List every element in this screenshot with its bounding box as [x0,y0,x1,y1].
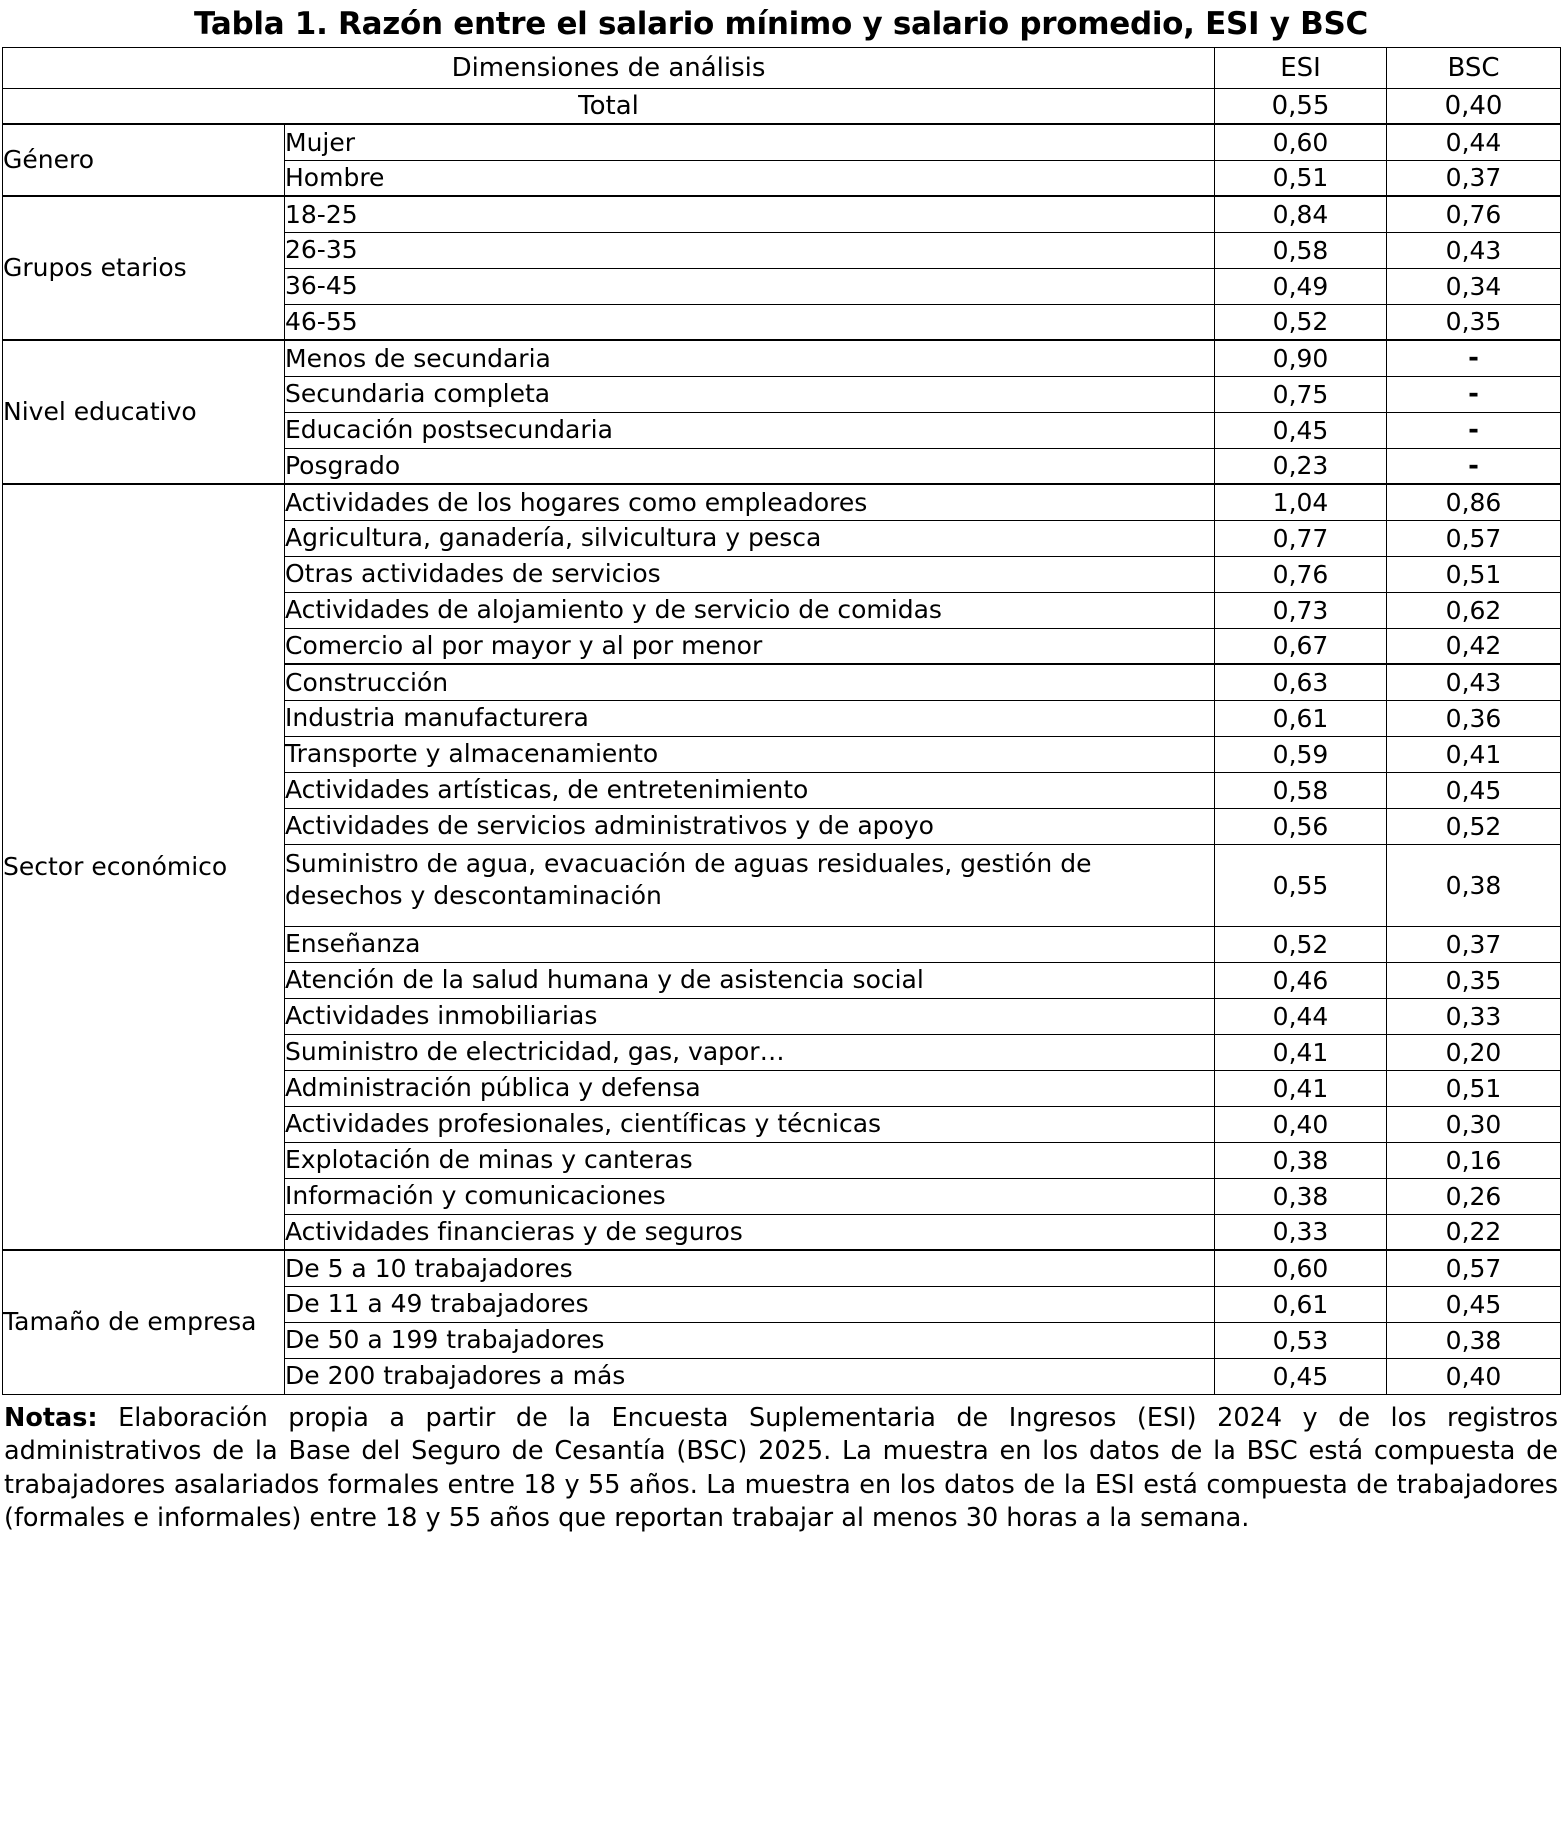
cell-bsc: 0,33 [1387,998,1561,1034]
row-label: Actividades financieras y de seguros [285,1214,1215,1250]
row-label: De 50 a 199 trabajadores [285,1322,1215,1358]
cell-esi: 0,41 [1215,1034,1387,1070]
table-head [3,48,1561,125]
notes-text: Elaboración propia a partir de la Encuesta Suplementaria de Ingresos (ESI) 2024 y de los registros administrativos de la Base del Seguro de Cesantía (BSC) 2025. La muestra en los datos de la BSC está compuesta de trabajadores asalariados formales entre 18 y 55 años. La muestra en los datos de la ESI está compuesta de trabajadores (formales e informales) entre 18 y 55 años que reportan trabajar al menos 30 horas a la semana. [4,1402,1558,1534]
page-title: Tabla 1. Razón entre el salario mínimo y salario promedio, ESI y BSC [194,6,1368,42]
cell-esi: 0,40 [1215,1106,1387,1142]
cell-bsc: 0,34 [1387,268,1561,304]
row-label: Menos de secundaria [285,340,1215,376]
cell-esi: 0,59 [1215,736,1387,772]
row-label: Construcción [285,664,1215,700]
total-bsc: 0,40 [1387,89,1561,125]
cell-esi: 0,45 [1215,412,1387,448]
row-label: Hombre [285,160,1215,196]
row-label: 36-45 [285,268,1215,304]
cell-bsc: 0,42 [1387,628,1561,664]
cell-esi: 0,60 [1215,124,1387,160]
cell-bsc: 0,52 [1387,808,1561,844]
cell-bsc: 0,41 [1387,736,1561,772]
group-label-3: Nivel educativo [3,340,285,484]
row-label: Posgrado [285,448,1215,484]
cell-esi: 0,76 [1215,556,1387,592]
cell-bsc: 0,22 [1387,1214,1561,1250]
table-header-row [3,48,1561,89]
row-label: Agricultura, ganadería, silvicultura y pesca [285,520,1215,556]
cell-esi: 1,04 [1215,484,1387,520]
cell-esi: 0,52 [1215,926,1387,962]
cell-esi: 0,61 [1215,1286,1387,1322]
cell-bsc: 0,38 [1387,1322,1561,1358]
cell-bsc: 0,57 [1387,1250,1561,1286]
cell-esi: 0,41 [1215,1070,1387,1106]
row-label: Suministro de electricidad, gas, vapor… [285,1034,1215,1070]
cell-bsc: 0,30 [1387,1106,1561,1142]
cell-bsc: - [1387,340,1561,376]
column-header-dimensions: Dimensiones de análisis [3,48,1215,89]
cell-esi: 0,51 [1215,160,1387,196]
cell-bsc: 0,43 [1387,664,1561,700]
cell-bsc: - [1387,412,1561,448]
group-label-2: Grupos etarios [3,196,285,340]
cell-bsc: 0,57 [1387,520,1561,556]
table-row [3,340,1561,376]
cell-esi: 0,58 [1215,772,1387,808]
cell-esi: 0,46 [1215,962,1387,998]
group-label-4: Sector económico [3,484,285,1250]
cell-bsc: 0,36 [1387,700,1561,736]
cell-esi: 0,23 [1215,448,1387,484]
cell-esi: 0,63 [1215,664,1387,700]
table-body [3,124,1561,1394]
row-label: Actividades artísticas, de entretenimiento [285,772,1215,808]
row-label: Industria manufacturera [285,700,1215,736]
cell-bsc: 0,45 [1387,1286,1561,1322]
cell-esi: 0,38 [1215,1142,1387,1178]
row-label: Otras actividades de servicios [285,556,1215,592]
cell-bsc: - [1387,448,1561,484]
cell-bsc: 0,51 [1387,1070,1561,1106]
row-label: Actividades profesionales, científicas y técnicas [285,1106,1215,1142]
row-label: Actividades de alojamiento y de servicio de comidas [285,592,1215,628]
total-label: Total [3,89,1215,125]
row-label: Transporte y almacenamiento [285,736,1215,772]
cell-bsc: 0,35 [1387,962,1561,998]
row-label: Actividades de servicios administrativos y de apoyo [285,808,1215,844]
column-header-bsc: BSC [1387,48,1561,89]
cell-esi: 0,75 [1215,376,1387,412]
table-row [3,1250,1561,1286]
group-label-5: Tamaño de empresa [3,1250,285,1394]
cell-esi: 0,38 [1215,1178,1387,1214]
row-label: Actividades de los hogares como empleadores [285,484,1215,520]
cell-bsc: 0,76 [1387,196,1561,232]
cell-esi: 0,77 [1215,520,1387,556]
cell-esi: 0,53 [1215,1322,1387,1358]
row-label: Administración pública y defensa [285,1070,1215,1106]
row-label: Información y comunicaciones [285,1178,1215,1214]
cell-bsc: 0,37 [1387,926,1561,962]
cell-bsc: 0,35 [1387,304,1561,340]
column-header-esi: ESI [1215,48,1387,89]
cell-esi: 0,33 [1215,1214,1387,1250]
row-label: Explotación de minas y canteras [285,1142,1215,1178]
cell-bsc: 0,43 [1387,232,1561,268]
ratio-table [2,47,1561,1395]
cell-esi: 0,73 [1215,592,1387,628]
cell-esi: 0,60 [1215,1250,1387,1286]
cell-esi: 0,90 [1215,340,1387,376]
cell-bsc: 0,40 [1387,1358,1561,1394]
cell-bsc: 0,37 [1387,160,1561,196]
row-label: 26-35 [285,232,1215,268]
row-label: Mujer [285,124,1215,160]
row-label: De 200 trabajadores a más [285,1358,1215,1394]
cell-esi: 0,67 [1215,628,1387,664]
row-label: Secundaria completa [285,376,1215,412]
cell-esi: 0,61 [1215,700,1387,736]
total-esi: 0,55 [1215,89,1387,125]
cell-esi: 0,44 [1215,998,1387,1034]
cell-esi: 0,55 [1215,844,1387,926]
table-notes [0,1395,1562,1536]
cell-bsc: 0,45 [1387,772,1561,808]
cell-bsc: 0,16 [1387,1142,1561,1178]
cell-esi: 0,45 [1215,1358,1387,1394]
table-row [3,124,1561,160]
row-label: Educación postsecundaria [285,412,1215,448]
total-row [3,89,1561,125]
row-label: 46-55 [285,304,1215,340]
cell-esi: 0,58 [1215,232,1387,268]
cell-bsc: 0,51 [1387,556,1561,592]
table-row [3,484,1561,520]
row-label: De 11 a 49 trabajadores [285,1286,1215,1322]
cell-bsc: 0,86 [1387,484,1561,520]
row-label: De 5 a 10 trabajadores [285,1250,1215,1286]
row-label: Actividades inmobiliarias [285,998,1215,1034]
row-label: 18-25 [285,196,1215,232]
cell-bsc: 0,44 [1387,124,1561,160]
cell-esi: 0,49 [1215,268,1387,304]
row-label: Atención de la salud humana y de asistencia social [285,962,1215,998]
cell-bsc: 0,38 [1387,844,1561,926]
cell-esi: 0,52 [1215,304,1387,340]
row-label: Enseñanza [285,926,1215,962]
table-row [3,196,1561,232]
cell-bsc: - [1387,376,1561,412]
cell-bsc: 0,20 [1387,1034,1561,1070]
notes-label: Notas: [4,1402,98,1433]
group-label-1: Género [3,124,285,196]
cell-esi: 0,56 [1215,808,1387,844]
cell-bsc: 0,62 [1387,592,1561,628]
row-label: Comercio al por mayor y al por menor [285,628,1215,664]
row-label: Suministro de agua, evacuación de aguas residuales, gestión de desechos y descontaminación [285,844,1215,926]
cell-esi: 0,84 [1215,196,1387,232]
cell-bsc: 0,26 [1387,1178,1561,1214]
